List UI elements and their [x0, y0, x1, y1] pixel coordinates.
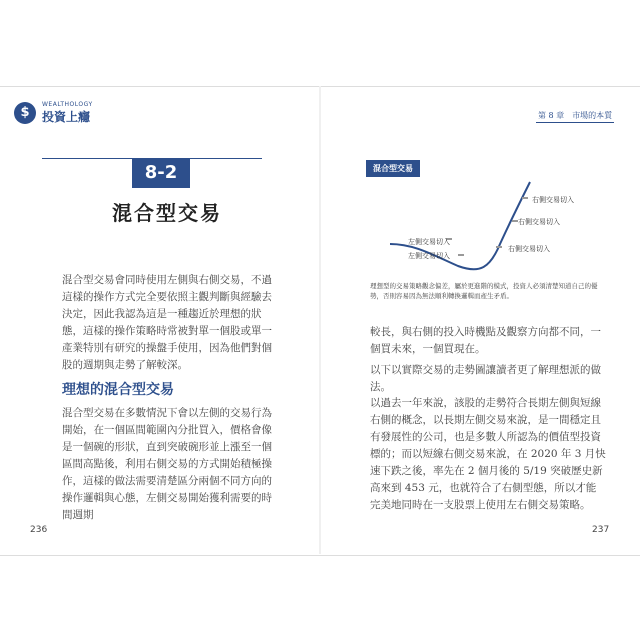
entry-marker — [496, 246, 502, 248]
section-number-badge: 8-2 — [132, 158, 190, 188]
entry-marker — [522, 197, 528, 199]
brand-english: WEALTHOLOGY — [42, 101, 93, 108]
left-paragraph-1: 混合型交易會同時使用左側與右側交易，不過這樣的操作方式完全要依照主觀判斷與經驗去決定，因此我認為這是一種趨近於理想的狀態，這樣的操作策略時常被對單一個股或單一產業特別有研究的操盤手使用，因為他們對個股的週期與走勢了解較深。 — [62, 274, 272, 371]
dollar-logo-icon: $ — [14, 102, 36, 124]
mixed-trade-curve-figure — [360, 172, 600, 277]
page-number-left: 236 — [30, 525, 48, 535]
figure-label: 左側交易切入 — [408, 252, 450, 260]
figure-tag: 混合型交易 — [366, 160, 420, 177]
header-rule — [536, 122, 614, 123]
right-paragraph-3: 以過去一年來說，該股的走勢符合長期左側與短線右側的概念，以長期左側交易來說，是一間穩定且有發展性的公司，也是多數人所認為的價值型投資標的；而以短線右側交易來說，在 2020 年 3 月快速下跌之後，率先在 2 個月後的 5/19 突破歷史新高來到 453 元，也就符合了右側型態，所以才能完美地同時在一支股票上使用左右側交易策略。 — [370, 397, 606, 511]
figure-caption: 理想型的交易策略觀念偏差，屬於更進階的模式，投資人必須清楚知道自己的優勢，否則容易因為無法順利轉換邏輯而產生矛盾。 — [370, 282, 598, 300]
brand-title: 投資上癮 — [42, 110, 91, 124]
figure-label: 右側交易切入 — [508, 245, 550, 253]
left-paragraph-2: 混合型交易在多數情況下會以左側的交易行為開始，在一個區間範圍內分批買入，價格會像是一個碗的形狀，直到突破碗形並上漲至一個區間高點後，利用右側交易的方式開始積極操作，這樣的做法需要清楚區分兩個不同方向的操作邏輯與心態，左側交易開始獲利需要的時間週期 — [62, 407, 272, 521]
section-title: 混合型交易 — [112, 201, 222, 225]
figure-label: 右側交易切入 — [518, 218, 560, 226]
book-gutter — [319, 86, 321, 554]
right-paragraph-2: 以下以實際交易的走勢圖讓讀者更了解理想派的做法。 — [370, 364, 601, 393]
chapter-header — [538, 110, 620, 121]
figure-label: 左側交易切入 — [408, 238, 450, 246]
figure-label: 右側交易切入 — [532, 196, 574, 204]
page-number-right: 237 — [592, 525, 610, 535]
subheading: 理想的混合型交易 — [62, 382, 174, 398]
chapter-label: 第 8 章 — [538, 111, 565, 120]
chapter-title: 市場的本質 — [572, 111, 613, 120]
right-paragraph-1: 較長，與右側的投入時機點及觀察方向都不同，一個買未來，一個買現在。 — [370, 326, 601, 355]
entry-marker — [458, 254, 464, 256]
